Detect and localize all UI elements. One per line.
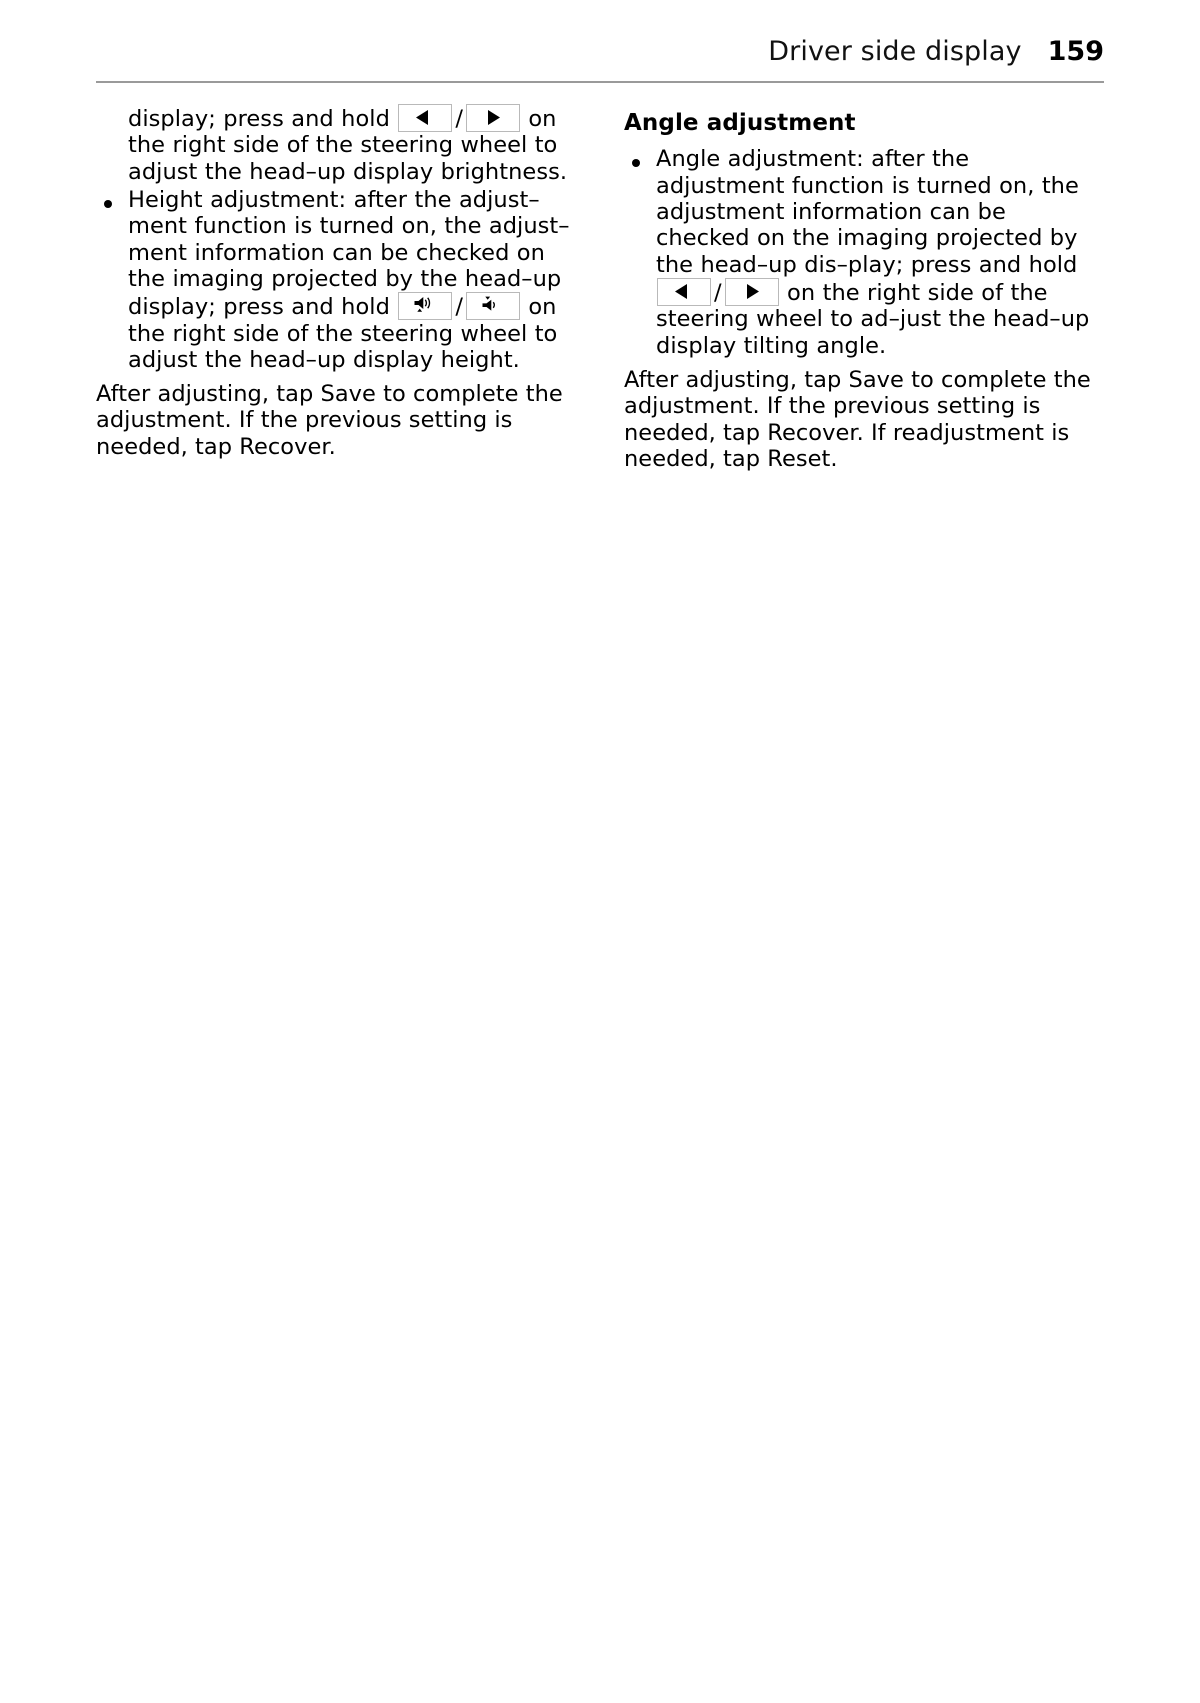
right-closing-paragraph: After adjusting, tap Save to complete the adjustment. If the previous setting is needed, tap Recover. If readjustment is needed, tap Reset. — [624, 366, 1091, 472]
arrow-right-icon[interactable] — [466, 104, 520, 132]
list-item-angle-adjustment — [624, 146, 1104, 359]
angle-text-after: on the right side of the steering wheel to ad–just the head–up display tilting angle. — [656, 280, 1090, 359]
left-column — [96, 104, 576, 472]
left-closing-paragraph: After adjusting, tap Save to complete the adjustment. If the previous setting is needed, tap Recover. — [96, 381, 563, 460]
icon-separator: / — [455, 106, 463, 132]
angle-text-before: Angle adjustment: after the adjustment function is turned on, the adjustment information can be checked on the imaging projected by the head–up dis–play; press and hold — [656, 146, 1079, 278]
bullet-dot-icon — [632, 159, 640, 167]
arrow-left-icon[interactable] — [657, 278, 711, 306]
arrow-right-icon[interactable] — [725, 278, 779, 306]
right-bullet-list — [624, 146, 1104, 359]
bullet-dot-icon — [104, 200, 112, 208]
page-header — [96, 38, 1104, 84]
left-bullet-list — [96, 104, 576, 373]
arrow-left-icon[interactable] — [398, 104, 452, 132]
icon-separator: / — [455, 294, 463, 321]
list-item-height-adjustment — [96, 187, 576, 373]
height-text-after: on the right side of the steering wheel to adjust the head–up display height. — [128, 294, 558, 373]
volume-up-icon[interactable] — [398, 292, 452, 320]
brightness-text-before: display; press and hold — [128, 106, 390, 132]
body-columns — [96, 104, 1104, 472]
angle-adjustment-heading: Angle adjustment — [624, 110, 856, 136]
page-number: 159 — [1047, 36, 1104, 67]
brightness-text-after: on the right side of the steering wheel to adjust the head–up display brightness. — [128, 106, 568, 185]
icon-separator: / — [714, 280, 722, 306]
list-item-brightness-continued — [96, 104, 576, 185]
brightness-paragraph — [128, 104, 576, 185]
height-text-before: Height adjustment: after the adjust–ment function is turned on, the adjust–ment information can be checked on the imaging projected by the head–up display; press and hold — [128, 186, 570, 321]
volume-down-icon[interactable] — [466, 292, 520, 320]
header-title: Driver side display — [768, 36, 1022, 67]
right-column — [624, 104, 1104, 472]
header-divider — [96, 81, 1104, 83]
height-adjustment-paragraph — [128, 187, 576, 373]
angle-adjustment-paragraph — [656, 146, 1104, 359]
